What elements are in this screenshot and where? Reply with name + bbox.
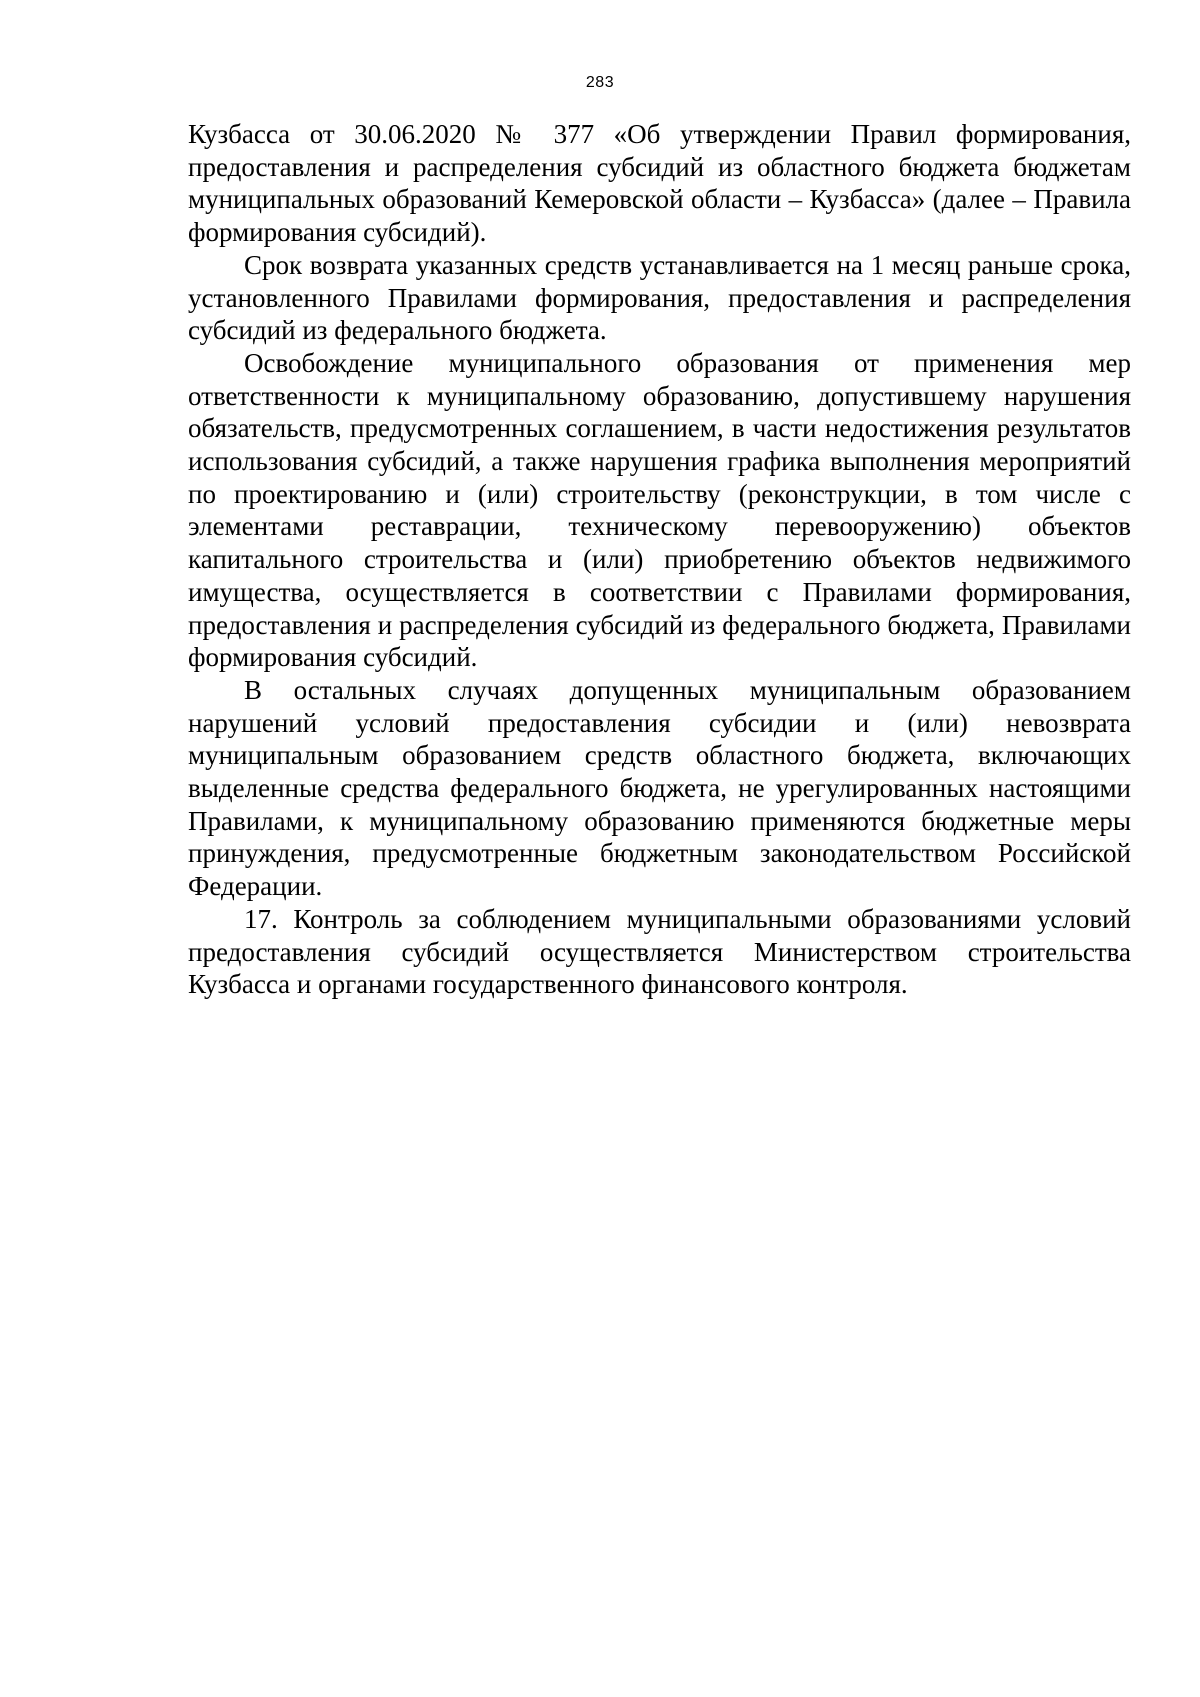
paragraph-control-17: 17. Контроль за соблюдением муниципальными образованиями условий предоставления субсидий осуществляется Министерством строительства Кузбасса и органами государственного финансового контроля. xyxy=(188,903,1131,1000)
page-number: 283 xyxy=(585,74,615,91)
paragraph-continuation: Кузбасса от 30.06.2020 № 377 «Об утверждении Правил формирования, предоставления и распределения субсидий из областного бюджета бюджетам муниципальных образований Кемеровской области – Кузбасса» (далее – Правила формирования субсидий). xyxy=(188,119,1131,248)
paragraph-return-deadline: Срок возврата указанных средств устанавливается на 1 месяц раньше срока, установленного Правилами формирования, предоставления и распределения субсидий из федерального бюджета. xyxy=(188,249,1131,346)
paragraph-liability-exemption: Освобождение муниципального образования от применения мер ответственности к муниципальному образованию, допустившему нарушения обязательств, предусмотренных соглашением, в части недостижения результатов использования субсидий, а также нарушения графика выполнения мероприятий по проектированию и (или) строительству (реконструкции, в том числе с элементами реставрации, техническому перевооружению) объектов капитального строительства и (или) приобретению объектов недвижимого имущества, осуществляется в соответствии с Правилами формирования, предоставления и распределения субсидий из федерального бюджета, Правилами формирования субсидий. xyxy=(188,347,1131,673)
document-body xyxy=(188,118,1131,1001)
paragraph-other-violations: В остальных случаях допущенных муниципальным образованием нарушений условий предоставления субсидии и (или) невозврата муниципальным образованием средств областного бюджета, включающих выделенные средства федерального бюджета, не урегулированных настоящими Правилами, к муниципальному образованию применяются бюджетные меры принуждения, предусмотренные бюджетным законодательством Российской Федерации. xyxy=(188,674,1131,902)
